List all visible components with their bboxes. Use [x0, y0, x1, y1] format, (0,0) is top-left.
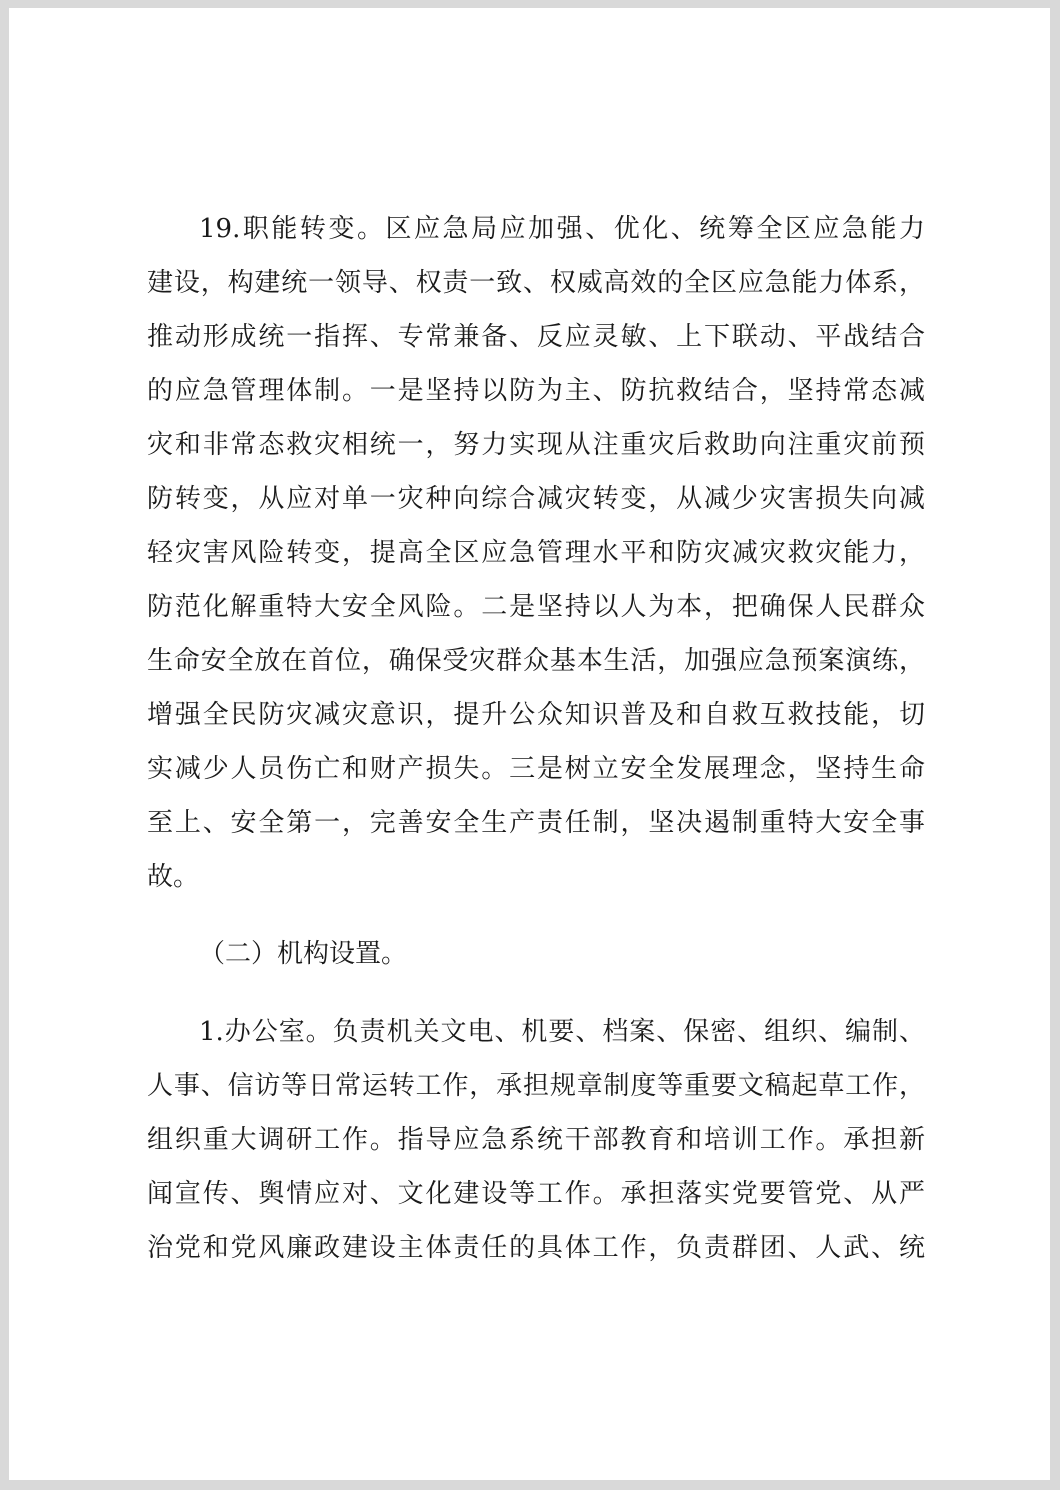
text-line: 故。 [147, 862, 200, 892]
text-line: 轻灾害风险转变，提高全区应急管理水平和防灾减灾救灾能力， [147, 538, 925, 568]
text-line: 灾和非常态救灾相统一，努力实现从注重灾后救助向注重灾前预 [147, 430, 925, 460]
text-line: 1.办公室。负责机关文电、机要、档案、保密、组织、编制、 [199, 1017, 925, 1047]
text-line: 推动形成统一指挥、专常兼备、反应灵敏、上下联动、平战结合 [147, 322, 925, 352]
paragraph-office [9, 8, 1050, 1480]
text-line: 防转变，从应对单一灾种向综合减灾转变，从减少灾害损失向减 [147, 484, 925, 514]
text-line: 实减少人员伤亡和财产损失。三是树立安全发展理念，坚持生命 [147, 754, 925, 784]
text-line: 的应急管理体制。一是坚持以防为主、防抗救结合，坚持常态减 [147, 376, 925, 406]
text-line: 生命安全放在首位，确保受灾群众基本生活，加强应急预案演练， [147, 646, 925, 676]
text-line: 19.职能转变。区应急局应加强、优化、统筹全区应急能力 [199, 214, 925, 244]
text-line: 人事、信访等日常运转工作，承担规章制度等重要文稿起草工作， [147, 1071, 925, 1101]
text-line: 至上、安全第一，完善安全生产责任制，坚决遏制重特大安全事 [147, 808, 925, 838]
text-line: 组织重大调研工作。指导应急系统干部教育和培训工作。承担新 [147, 1125, 925, 1155]
document-page [9, 8, 1050, 1480]
text-line: 防范化解重特大安全风险。二是坚持以人为本，把确保人民群众 [147, 592, 925, 622]
text-line: 治党和党风廉政建设主体责任的具体工作，负责群团、人武、统 [147, 1233, 925, 1263]
section-heading: （二）机构设置。 [199, 939, 408, 969]
text-line: 建设，构建统一领导、权责一致、权威高效的全区应急能力体系， [147, 268, 925, 298]
text-line: 增强全民防灾减灾意识，提升公众知识普及和自救互救技能，切 [147, 700, 925, 730]
text-line: 闻宣传、舆情应对、文化建设等工作。承担落实党要管党、从严 [147, 1179, 925, 1209]
